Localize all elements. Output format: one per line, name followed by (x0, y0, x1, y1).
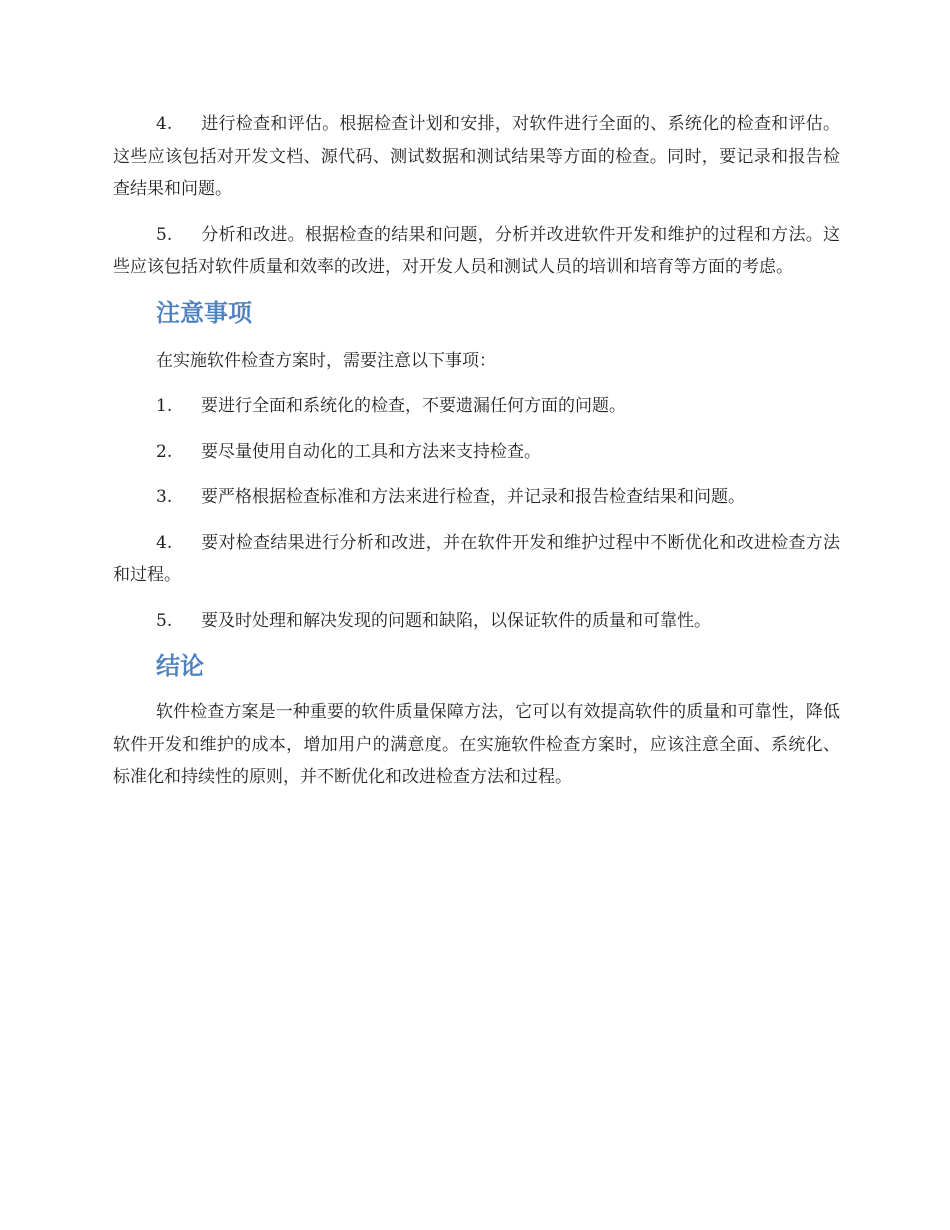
list-text: 要及时处理和解决发现的问题和缺陷，以保证软件的质量和可靠性。 (201, 610, 711, 631)
list-text: 要尽量使用自动化的工具和方法来支持检查。 (201, 441, 541, 462)
list-number: 1. (156, 396, 173, 416)
notes-intro: 在实施软件检查方案时，需要注意以下事项： (156, 350, 496, 371)
list-item (113, 605, 840, 638)
list-text: 要对检查结果进行分析和改进，并在软件开发和维护过程中不断优化和改进检查方法和过程。 (113, 532, 840, 585)
list-number: 2. (156, 441, 173, 462)
list-item (113, 527, 840, 592)
list-item (113, 390, 840, 423)
list-number: 3. (156, 487, 173, 507)
list-number: 5. (156, 610, 173, 631)
section-heading-conclusion: 结论 (156, 652, 204, 680)
list-text: 要进行全面和系统化的检查，不要遗漏任何方面的问题。 (201, 396, 626, 416)
list-item (113, 436, 840, 469)
list-number: 5. (156, 224, 173, 245)
list-item (113, 108, 840, 206)
list-number: 4. (156, 114, 173, 134)
section-heading-notes: 注意事项 (156, 298, 252, 327)
list-item (113, 481, 840, 514)
list-item (113, 219, 840, 284)
list-text: 分析和改进。根据检查的结果和问题，分析并改进软件开发和维护的过程和方法。这些应该包括对软件质量和效率的改进，对开发人员和测试人员的培训和培育等方面的考虑。 (113, 224, 840, 277)
conclusion-paragraph: 软件检查方案是一种重要的软件质量保障方法，它可以有效提高软件的质量和可靠性，降低软件开发和维护的成本，增加用户的满意度。在实施软件检查方案时，应该注意全面、系统化、标准化和持续性的原则，并不断优化和改进检查方法和过程。 (113, 702, 840, 787)
list-number: 4. (156, 532, 173, 553)
list-text: 进行检查和评估。根据检查计划和安排，对软件进行全面的、系统化的检查和评估。这些应该包括对开发文档、源代码、测试数据和测试结果等方面的检查。同时，要记录和报告检查结果和问题。 (113, 114, 840, 199)
document-page (113, 108, 840, 794)
list-text: 要严格根据检查标准和方法来进行检查，并记录和报告检查结果和问题。 (201, 487, 745, 507)
